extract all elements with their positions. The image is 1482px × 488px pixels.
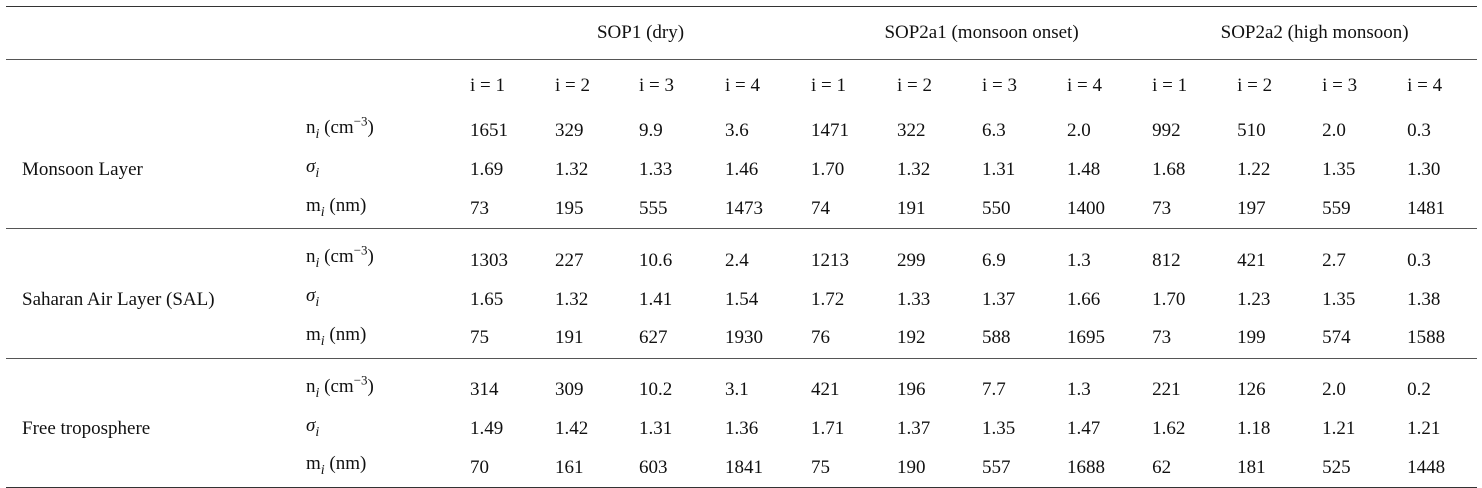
value-cell: 1.49 [470, 417, 504, 439]
value-cell: 0.2 [1407, 379, 1431, 401]
value-cell: 550 [982, 197, 1011, 219]
value-cell: 1.33 [897, 288, 931, 310]
value-cell: 421 [811, 379, 840, 401]
parameter-label [306, 410, 470, 449]
value-cell: 1.3 [1067, 249, 1091, 271]
mode-index-header: i = 2 [897, 75, 933, 96]
value-cell: 73 [1152, 327, 1172, 349]
param-unit: (cm [319, 117, 354, 138]
param-symbol: σ [306, 414, 316, 436]
mode-index-header: i = 2 [1237, 75, 1273, 96]
param-unit-exponent: −3 [353, 113, 368, 129]
value-cell: 0.3 [1407, 249, 1431, 271]
mode-index-header: i = 1 [1152, 75, 1188, 96]
param-symbol: n [306, 117, 316, 138]
value-cell: 74 [811, 197, 831, 219]
parameter-label [306, 448, 470, 487]
value-cell: 314 [470, 379, 499, 401]
value-cell: 195 [555, 197, 584, 219]
layer-name: Free troposphere [6, 371, 306, 488]
mode-index-header: i = 2 [555, 75, 590, 96]
value-cell: 1.48 [1067, 159, 1101, 181]
value-cell: 1.70 [1152, 288, 1186, 310]
parameter-label [306, 319, 470, 358]
value-cell: 221 [1152, 379, 1181, 401]
value-cell: 1.35 [1322, 159, 1356, 181]
value-cell: 1.46 [725, 159, 759, 181]
value-cell: 525 [1322, 456, 1351, 478]
value-cell: 196 [897, 379, 926, 401]
value-cell: 3.1 [725, 379, 749, 401]
param-symbol: m [306, 194, 321, 216]
value-cell: 1.22 [1237, 159, 1271, 181]
param-subscript: i [320, 333, 325, 349]
value-cell: 0.3 [1407, 120, 1431, 142]
value-cell: 1841 [725, 456, 763, 478]
value-cell: 10.6 [639, 249, 673, 271]
parameter-label [306, 241, 470, 280]
value-cell: 10.2 [639, 379, 673, 401]
mode-index-row [6, 60, 1477, 113]
value-cell: 1448 [1407, 456, 1446, 478]
layer-name: Saharan Air Layer (SAL) [22, 288, 215, 310]
value-cell: 70 [470, 456, 489, 478]
value-cell: 812 [1152, 249, 1181, 271]
value-cell: 299 [897, 249, 926, 271]
mode-index-header: i = 4 [1407, 75, 1443, 96]
value-cell: 1588 [1407, 327, 1446, 349]
value-cell: 3.6 [725, 120, 749, 142]
parameter-label [306, 112, 470, 151]
param-symbol: m [306, 453, 321, 475]
empty-corner-cell [6, 7, 306, 60]
separator-cell [6, 358, 1477, 371]
empty-param-header-cell [306, 7, 470, 60]
value-cell: 6.9 [982, 249, 1006, 271]
mode-index-header: i = 3 [982, 75, 1018, 96]
value-cell: 559 [1322, 197, 1351, 219]
value-cell: 197 [1237, 197, 1266, 219]
value-cell: 73 [470, 197, 489, 219]
data-row [6, 112, 1477, 151]
param-unit: (nm) [324, 323, 367, 345]
value-cell: 1471 [811, 120, 850, 142]
param-subscript: i [315, 165, 320, 181]
value-cell: 1.66 [1067, 288, 1101, 310]
parameter-label [306, 190, 470, 229]
value-cell: 1.69 [470, 159, 504, 181]
value-cell: 1.35 [1322, 288, 1356, 310]
value-cell: 75 [470, 327, 489, 349]
value-cell: 1.38 [1407, 288, 1441, 310]
value-cell: 1.36 [725, 417, 759, 439]
value-cell: 2.4 [725, 249, 749, 271]
mode-index-header: i = 3 [639, 75, 674, 96]
param-unit: (nm) [324, 453, 367, 475]
value-cell: 1303 [470, 249, 508, 271]
value-cell: 1.21 [1407, 417, 1441, 439]
layer-separator [6, 229, 1477, 242]
mode-index-header: i = 1 [470, 75, 505, 96]
param-subscript: i [315, 256, 320, 272]
aerosol-size-distribution-table [6, 6, 1477, 488]
param-unit: (cm [319, 246, 354, 268]
param-subscript: i [315, 385, 320, 401]
value-cell: 192 [897, 327, 926, 349]
value-cell: 1400 [1067, 197, 1106, 219]
value-cell: 557 [982, 456, 1011, 478]
mode-index-header: i = 3 [1322, 75, 1358, 96]
value-cell: 2.0 [1067, 120, 1091, 142]
table-container [6, 6, 1472, 488]
value-cell: 2.0 [1322, 120, 1346, 142]
param-unit: (nm) [324, 194, 367, 216]
value-cell: 627 [639, 327, 668, 349]
value-cell: 227 [555, 249, 584, 271]
value-cell: 1.71 [811, 417, 845, 439]
param-symbol: n [306, 375, 316, 397]
value-cell: 1.32 [897, 159, 931, 181]
param-subscript: i [315, 126, 320, 142]
value-cell: 161 [555, 456, 584, 478]
value-cell: 322 [897, 120, 926, 142]
value-cell: 1.32 [555, 288, 589, 310]
empty-cell [6, 60, 306, 113]
parameter-label [306, 151, 470, 190]
value-cell: 510 [1237, 120, 1266, 142]
value-cell: 9.9 [639, 120, 663, 142]
value-cell: 73 [1152, 197, 1172, 219]
value-cell: 6.3 [982, 120, 1006, 142]
data-row [6, 371, 1477, 410]
value-cell: 1.70 [811, 159, 845, 181]
value-cell: 1481 [1407, 197, 1446, 219]
value-cell: 1651 [470, 120, 508, 142]
parameter-label [306, 371, 470, 410]
value-cell: 191 [897, 197, 926, 219]
value-cell: 1473 [725, 197, 763, 219]
value-cell: 1.42 [555, 417, 589, 439]
value-cell: 574 [1322, 327, 1351, 349]
value-cell: 2.7 [1322, 249, 1346, 271]
value-cell: 555 [639, 197, 668, 219]
value-cell: 1.32 [555, 159, 589, 181]
layer-name: Monsoon Layer [22, 159, 143, 181]
mode-index-header: i = 4 [1067, 75, 1103, 96]
value-cell: 1.35 [982, 417, 1016, 439]
value-cell: 1.37 [897, 417, 931, 439]
value-cell: 309 [555, 379, 584, 401]
mode-index-header: i = 4 [725, 75, 760, 96]
param-unit-exponent: −3 [353, 243, 368, 259]
mode-index-header: i = 1 [811, 75, 847, 96]
value-cell: 1695 [1067, 327, 1106, 349]
param-symbol: σ [306, 285, 316, 307]
value-cell: 1.23 [1237, 288, 1271, 310]
value-cell: 199 [1237, 327, 1266, 349]
param-subscript: i [315, 294, 320, 310]
value-cell: 329 [555, 120, 584, 142]
param-symbol: σ [306, 155, 316, 177]
group-header-sop2a1: SOP2a1 (monsoon onset) [884, 22, 1079, 43]
value-cell: 603 [639, 456, 668, 478]
value-cell: 421 [1237, 249, 1266, 271]
group-header-sop2a2: SOP2a2 (high monsoon) [1220, 22, 1409, 43]
value-cell: 1.18 [1237, 417, 1271, 439]
value-cell: 1.41 [639, 288, 673, 310]
value-cell: 992 [1152, 120, 1181, 142]
param-subscript: i [320, 463, 325, 479]
value-cell: 190 [897, 456, 926, 478]
separator-cell [6, 229, 1477, 242]
param-unit: (cm [319, 375, 354, 397]
value-cell: 1.31 [639, 417, 673, 439]
value-cell: 1930 [725, 327, 763, 349]
param-subscript: i [315, 424, 320, 440]
param-unit-close: ) [367, 246, 374, 268]
value-cell: 1.31 [982, 159, 1016, 181]
value-cell: 1213 [811, 249, 850, 271]
value-cell: 75 [811, 456, 831, 478]
group-header-row [6, 7, 1477, 60]
value-cell: 62 [1152, 456, 1172, 478]
value-cell: 1688 [1067, 456, 1106, 478]
value-cell: 1.33 [639, 159, 673, 181]
param-symbol: m [306, 323, 321, 345]
parameter-label [306, 280, 470, 319]
value-cell: 1.30 [1407, 159, 1441, 181]
layer-separator [6, 358, 1477, 371]
value-cell: 1.37 [982, 288, 1016, 310]
param-unit-exponent: −3 [353, 372, 368, 388]
value-cell: 1.47 [1067, 417, 1101, 439]
value-cell: 1.72 [811, 288, 845, 310]
value-cell: 1.54 [725, 288, 759, 310]
value-cell: 2.0 [1322, 379, 1346, 401]
param-unit-close: ) [367, 117, 374, 138]
value-cell: 181 [1237, 456, 1266, 478]
value-cell: 1.65 [470, 288, 504, 310]
param-unit-close: ) [367, 375, 374, 397]
group-header-sop1: SOP1 (dry) [596, 22, 685, 43]
value-cell: 588 [982, 327, 1011, 349]
empty-cell [306, 60, 470, 113]
value-cell: 1.68 [1152, 159, 1186, 181]
value-cell: 1.21 [1322, 417, 1356, 439]
value-cell: 1.62 [1152, 417, 1186, 439]
value-cell: 191 [555, 327, 584, 349]
value-cell: 126 [1237, 379, 1266, 401]
value-cell: 1.3 [1067, 379, 1091, 401]
value-cell: 7.7 [982, 379, 1006, 401]
param-subscript: i [320, 204, 325, 220]
data-row [6, 241, 1477, 280]
param-symbol: n [306, 246, 316, 268]
value-cell: 76 [811, 327, 831, 349]
